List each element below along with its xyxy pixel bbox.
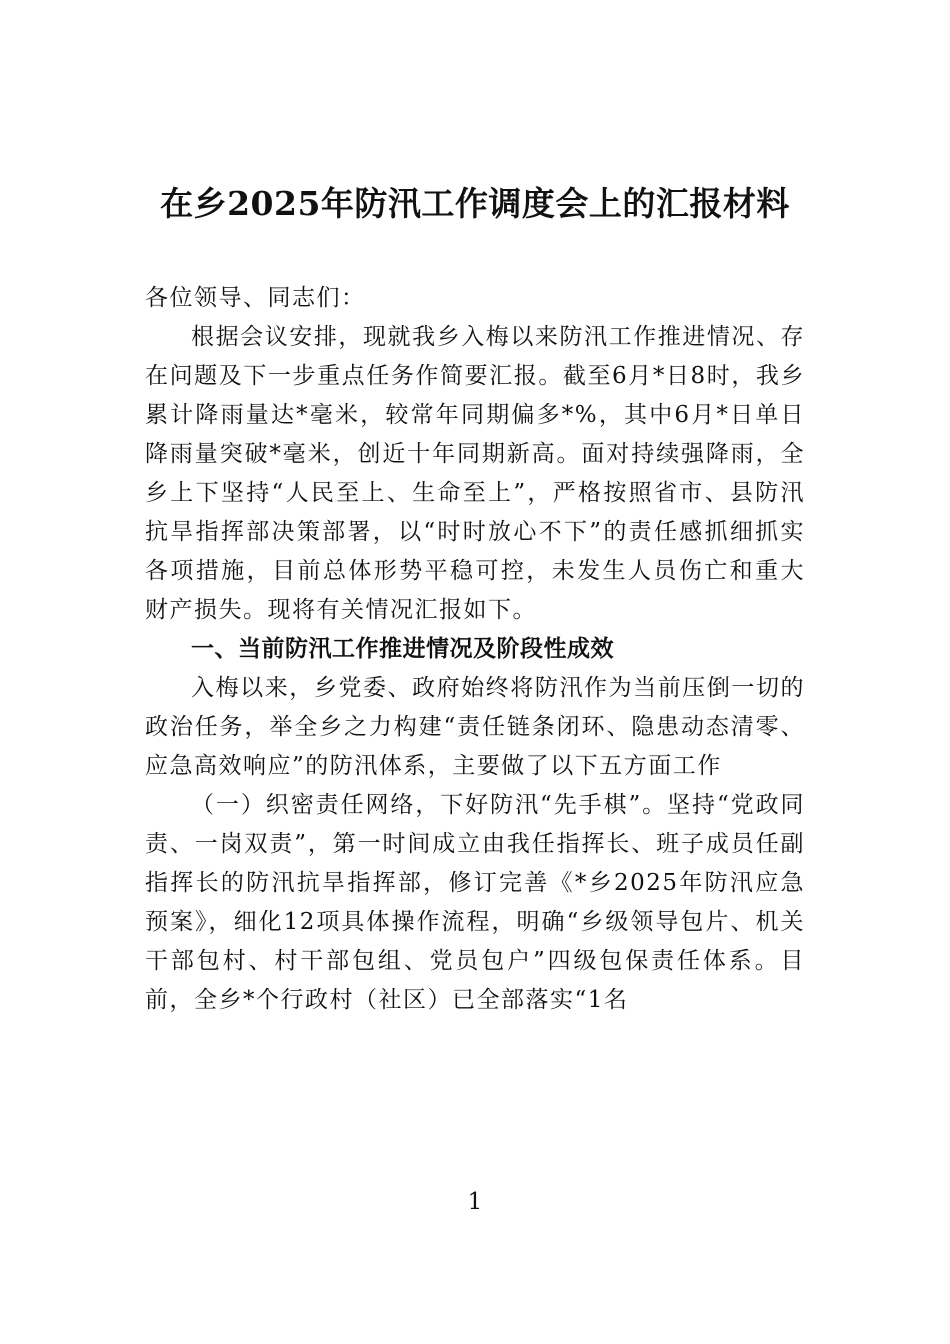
page-number: 1 <box>467 1189 483 1215</box>
document-title: 在乡2025年防汛工作调度会上的汇报材料 <box>160 184 790 223</box>
subsection-paragraph: （一）织密责任网络，下好防汛“先手棋”。坚持“党政同责、一岗双责”，第一时间成立由我任指挥长、班子成员任副指挥长的防汛抗旱指挥部，修订完善《*乡2025年防汛应急预案》，细化12项具体操作流程，明确“乡级领导包片、机关干部包村、村干部包组、党员包户”四级包保责任体系。目前，全乡*个行政村（社区）已全部落实“1名 <box>145 792 805 1013</box>
salutation: 各位领导、同志们： <box>145 285 366 311</box>
section-heading: 一、当前防汛工作推进情况及阶段性成效 <box>191 636 614 662</box>
section-paragraph: 入梅以来，乡党委、政府始终将防汛作为当前压倒一切的政治任务，举全乡之力构建“责任链条闭环、隐患动态清零、应急高效响应”的防汛体系，主要做了以下五方面工作 <box>145 675 805 779</box>
intro-paragraph: 根据会议安排，现就我乡入梅以来防汛工作推进情况、存在问题及下一步重点任务作简要汇报。截至6月*日8时，我乡累计降雨量达*毫米，较常年同期偏多*%，其中6月*日单日降雨量突破*毫米，创近十年同期新高。面对持续强降雨，全乡上下坚持“人民至上、生命至上”，严格按照省市、县防汛抗旱指挥部决策部署，以“时时放心不下”的责任感抓细抓实各项措施，目前总体形势平稳可控，未发生人员伤亡和重大财产损失。现将有关情况汇报如下。 <box>145 324 805 623</box>
document-body <box>145 279 805 1020</box>
